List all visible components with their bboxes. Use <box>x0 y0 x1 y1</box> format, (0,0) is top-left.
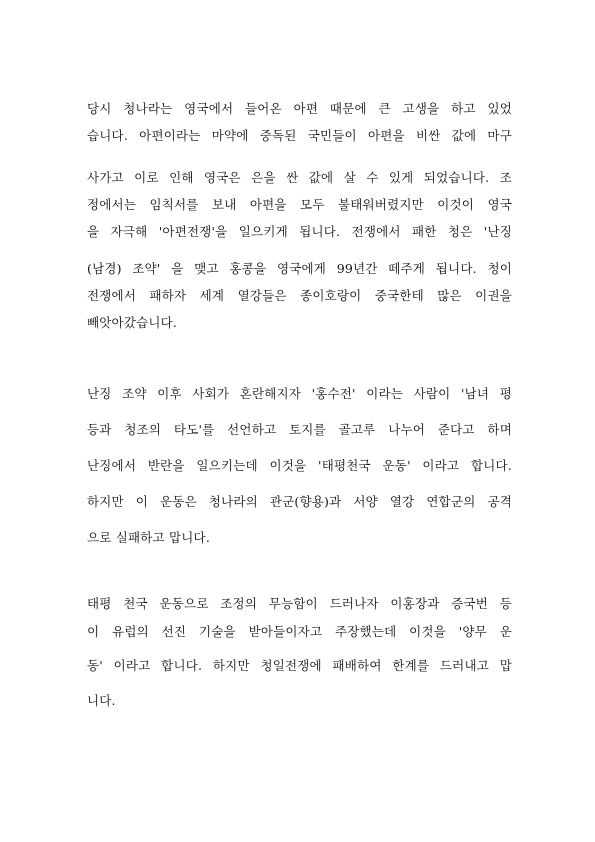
paragraph-3-line-3: 동' 이라고 합니다. 하지만 청일전쟁에 패배하여 한계를 드러내고 맙 <box>87 658 512 673</box>
paragraph-1-line-2: 습니다. 아편이라는 마약에 중독된 국민들이 아편을 비싼 값에 마구 <box>87 128 512 143</box>
paragraph-3-line-2: 이 유럽의 선진 기술을 받아들이자고 주장했는데 이것을 '양무 운 <box>87 624 512 639</box>
paragraph-1-line-5: 을 자극해 '아편전쟁'을 일으키게 됩니다. 전쟁에서 패한 청은 '난징 <box>87 224 512 239</box>
paragraph-2-line-2: 등과 청조의 타도'를 선언하고 토지를 골고루 나누어 준다고 하며 <box>87 422 512 437</box>
paragraph-1-line-6: (남경) 조약' 을 맺고 홍콩을 영국에게 99년간 떼주게 됩니다. 청이 <box>87 261 512 276</box>
paragraph-3-line-1: 태평 천국 운동으로 조정의 무능함이 드러나자 이홍장과 증국번 등 <box>87 596 512 611</box>
paragraph-2-line-4: 하지만 이 운동은 청나라의 관군(향용)과 서양 열강 연합군의 공격 <box>87 494 512 509</box>
paragraph-1-line-3: 사가고 이로 인해 영국은 은을 싼 값에 살 수 있게 되었습니다. 조 <box>87 170 512 185</box>
paragraph-1-line-7: 전쟁에서 패하자 세계 열강들은 종이호랑이 중국한테 많은 이권을 <box>87 288 512 303</box>
paragraph-2-line-3: 난징에서 반란을 일으키는데 이것을 '태평천국 운동' 이라고 합니다. <box>87 458 512 473</box>
paragraph-3-line-4: 니다. <box>87 693 116 708</box>
paragraph-1-line-8: 빼앗아갔습니다. <box>87 315 178 330</box>
paragraph-2-line-1: 난징 조약 이후 사회가 혼란해지자 '홍수전' 이라는 사람이 '남녀 평 <box>87 386 512 401</box>
paragraph-2-line-5: 으로 실패하고 맙니다. <box>87 530 210 545</box>
paragraph-1-line-4: 정에서는 임칙서를 보내 아편을 모두 불태워버렸지만 이것이 영국 <box>87 197 512 212</box>
paragraph-1-line-1: 당시 청나라는 영국에서 들어온 아편 때문에 큰 고생을 하고 있었 <box>87 101 512 116</box>
